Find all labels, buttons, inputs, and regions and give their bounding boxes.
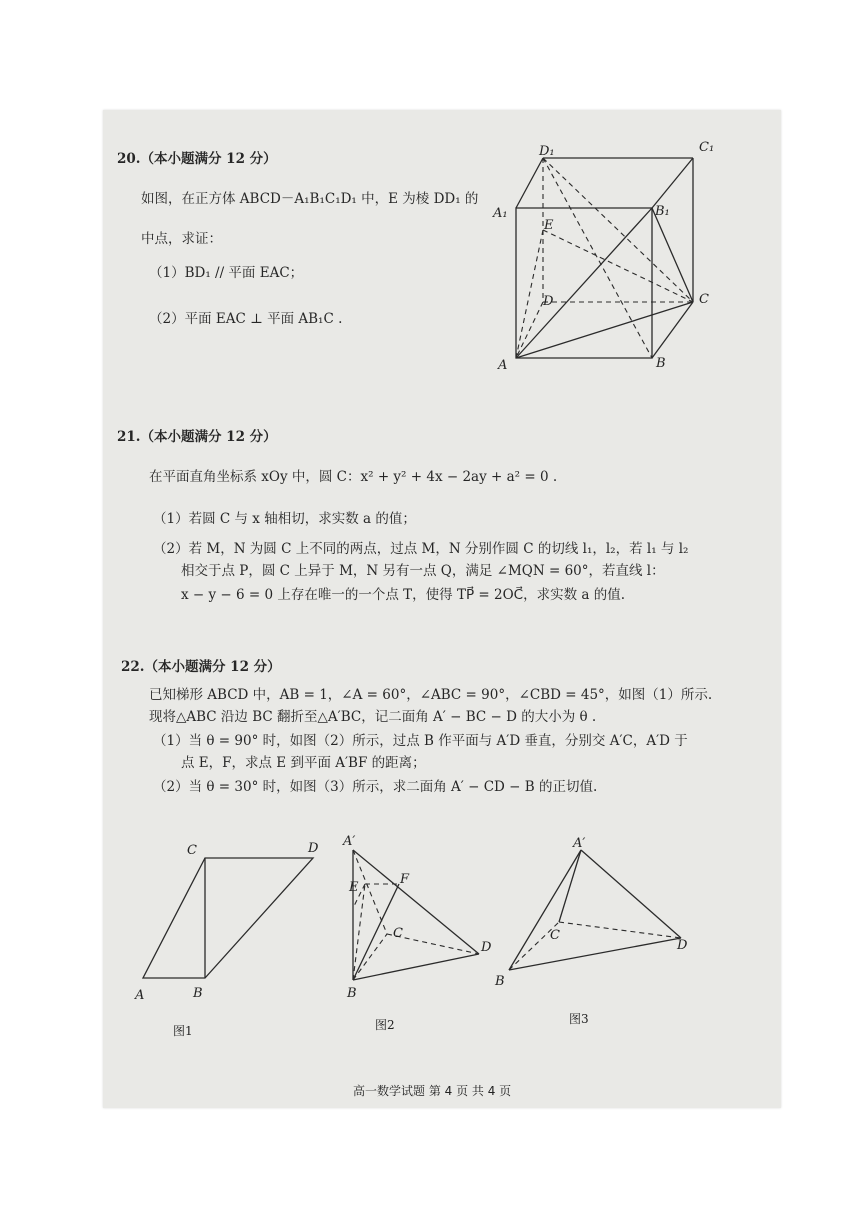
fig3-label-a: A′	[573, 836, 586, 851]
fig1-label-b: B	[193, 986, 203, 1001]
q21-part2-line1: （2）若 M，N 为圆 C 上不同的两点，过点 M，N 分别作圆 C 的切线 l₁，l₂，若 l₁ 与 l₂	[153, 541, 689, 557]
cube-label-c1: C₁	[699, 140, 715, 155]
fig2-label-d: D	[481, 940, 492, 955]
fig2-label-b: B	[347, 986, 357, 1001]
figure-1-trapezoid	[133, 848, 333, 988]
fig1-caption: 图1	[173, 1024, 193, 1038]
fig1-label-a: A	[135, 988, 145, 1003]
fig2-label-f: F	[400, 872, 410, 887]
q20-stem-line1: 如图，在正方体 ABCD－A₁B₁C₁D₁ 中，E 为棱 DD₁ 的	[141, 191, 479, 207]
q21-part2-line3: x − y − 6 = 0 上存在唯一的一个点 T，使得 TP⃗ = 2OC⃗，求实数 a 的值.	[181, 587, 626, 603]
q22-header: 22.（本小题满分 12 分）	[121, 659, 281, 675]
cube-label-b: B	[656, 356, 666, 371]
fig2-label-c: C	[393, 926, 403, 941]
q21-part2-line2: 相交于点 P，圆 C 上异于 M，N 另有一点 Q，满足 ∠MQN = 60°，若直线 l：	[181, 563, 665, 579]
figure-2-pyramid	[339, 840, 499, 990]
cube-label-c: C	[699, 292, 709, 307]
q20-part2: （2）平面 EAC ⊥ 平面 AB₁C .	[149, 311, 343, 327]
fig1-label-c: C	[187, 843, 197, 858]
figure-3-pyramid	[499, 840, 699, 980]
q22-part1-line2: 点 E，F，求点 E 到平面 A′BF 的距离；	[181, 755, 426, 771]
q21-stem: 在平面直角坐标系 xOy 中，圆 C：x² + y² + 4x − 2ay + a² = 0 .	[149, 469, 558, 485]
cube-label-d: D	[543, 294, 554, 309]
cube-label-d1: D₁	[539, 144, 555, 159]
fig2-label-e: E	[349, 880, 359, 895]
cube-label-a: A	[498, 358, 508, 373]
q20-stem-line2: 中点，求证：	[141, 231, 222, 247]
q21-header: 21.（本小题满分 12 分）	[117, 429, 277, 445]
q21-part1: （1）若圆 C 与 x 轴相切，求实数 a 的值；	[153, 511, 416, 527]
q20-header: 20.（本小题满分 12 分）	[117, 151, 277, 167]
q22-part2: （2）当 θ = 30° 时，如图（3）所示，求二面角 A′ − CD − B 的正切值.	[153, 779, 598, 795]
fig3-caption: 图3	[569, 1012, 589, 1026]
fig2-label-a: A′	[343, 834, 356, 849]
fig3-label-c: C	[550, 928, 560, 943]
cube-figure	[483, 140, 723, 380]
cube-label-a1: A₁	[493, 206, 508, 221]
exam-page	[103, 110, 781, 1108]
fig3-label-b: B	[495, 974, 505, 989]
fig3-label-d: D	[677, 938, 688, 953]
fig1-label-d: D	[308, 841, 319, 856]
cube-label-e: E	[544, 218, 554, 233]
fig2-caption: 图2	[375, 1018, 395, 1032]
page-footer: 高一数学试题 第 4 页 共 4 页	[353, 1084, 512, 1098]
q20-part1: （1）BD₁ // 平面 EAC；	[149, 265, 304, 281]
q22-stem-line1: 已知梯形 ABCD 中，AB = 1，∠A = 60°，∠ABC = 90°，∠CBD = 45°，如图（1）所示.	[149, 687, 713, 703]
cube-label-b1: B₁	[655, 204, 670, 219]
q22-part1-line1: （1）当 θ = 90° 时，如图（2）所示，过点 B 作平面与 A′D 垂直，分别交 A′C，A′D 于	[153, 733, 688, 749]
q22-stem-line2: 现将△ABC 沿边 BC 翻折至△A′BC，记二面角 A′ − BC − D 的大小为 θ .	[149, 709, 597, 725]
